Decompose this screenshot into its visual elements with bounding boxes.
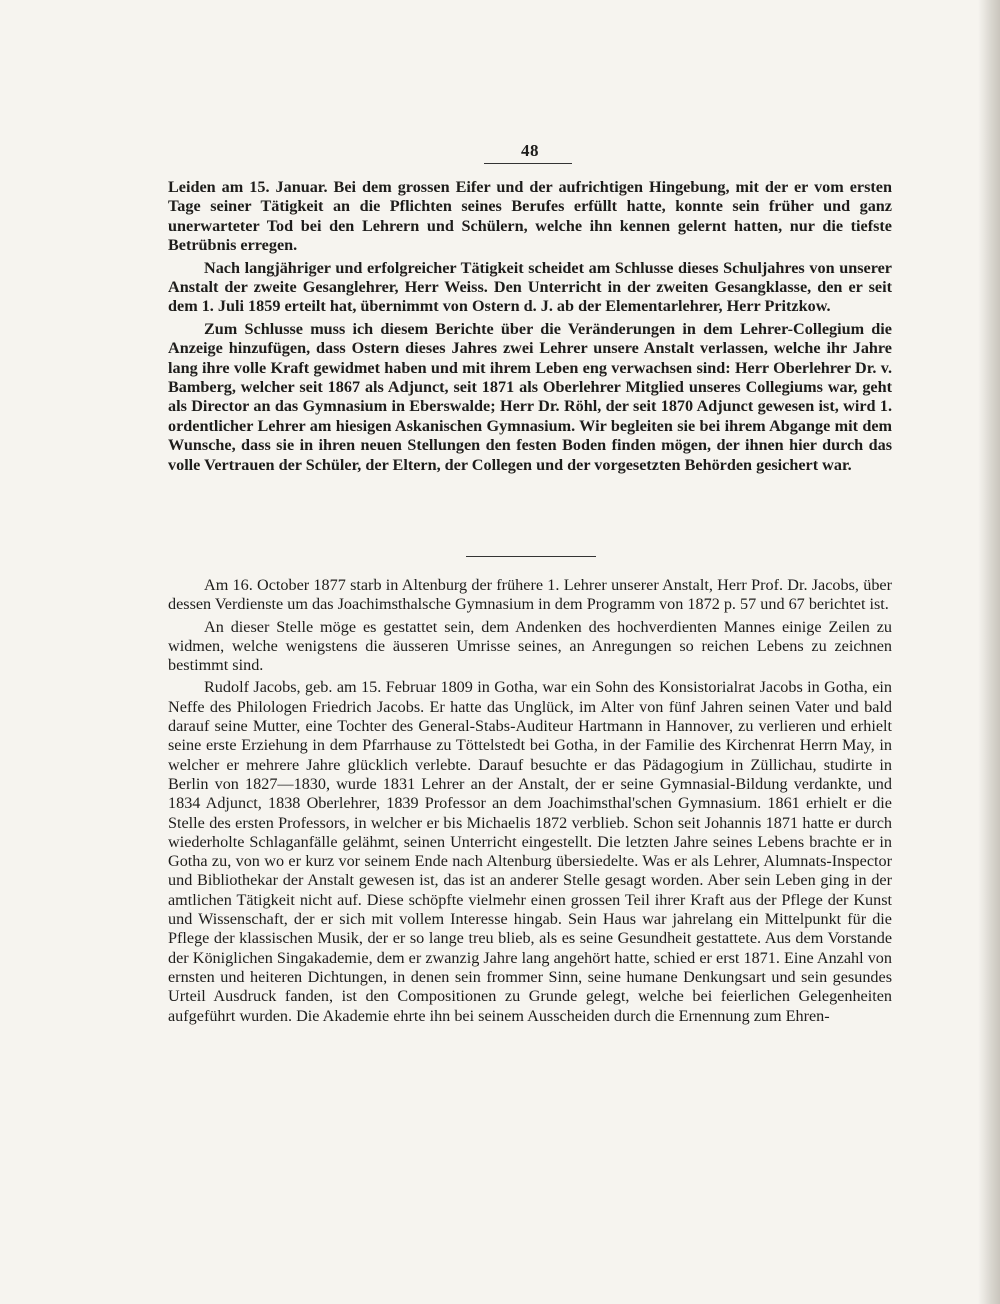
- paragraph: Nach langjähriger und erfolgreicher Tätigkeit scheidet am Schlusse dieses Schuljahres von unserer Anstalt der zweite Gesanglehrer, Herr Weiss. Den Unterricht in der zweiten Gesangklasse, den er seit dem 1. Juli 1859 erteilt hat, übernimmt von Ostern d. J. ab der Elementarlehrer, Herr Pritzkow.: [168, 258, 892, 316]
- paragraph: Zum Schlusse muss ich diesem Berichte über die Veränderungen in dem Lehrer-Collegium die Anzeige hinzufügen, dass Ostern dieses Jahres zwei Lehrer unsere Anstalt verlassen, welche ihr Jahre lang ihre volle Kraft gewidmet haben und mit ihrem Leben eng verwachsen sind: Herr Oberlehrer Dr. v. Bamberg, welcher seit 1867 als Adjunct, seit 1871 als Oberlehrer Mitglied unseres Collegiums war, geht als Director an das Gymnasium in Eberswalde; Herr Dr. Röhl, der seit 1870 Adjunct gewesen ist, wird 1. ordentlicher Lehrer am hiesigen Askanischen Gymnasium. Wir begleiten sie bei ihrem Abgange mit dem Wunsche, dass sie in ihren neuen Stellungen den festen Boden finden mögen, der ihnen hier durch das volle Vertrauen der Schüler, der Eltern, der Collegen und der vorgesetzten Behörden gesichert war.: [168, 319, 892, 474]
- paragraph: An dieser Stelle möge es gestattet sein, dem Andenken des hochverdienten Mannes einige Zeilen zu widmen, welche wenigstens die äusseren Umrisse seines, an Anregungen so reichen Lebens zu zeichnen bestimmt sind.: [168, 617, 892, 675]
- section-divider: [466, 556, 596, 557]
- paragraph: Am 16. October 1877 starb in Altenburg der frühere 1. Lehrer unserer Anstalt, Herr Prof. Dr. Jacobs, über dessen Verdienste um das Joachimsthalsche Gymnasium in dem Programm von 1872 p. 57 und 67 berichtet ist.: [168, 576, 892, 614]
- section-staff-changes: [168, 178, 892, 478]
- paragraph: Rudolf Jacobs, geb. am 15. Februar 1809 in Gotha, war ein Sohn des Konsistorialrat Jacobs in Gotha, ein Neffe des Philologen Friedrich Jacobs. Er hatte das Unglück, im Alter von fünf Jahren seinen Vater und bald darauf seine Mutter, eine Tochter des General-Stabs-Auditeur Hartmann in Hannover, zu verlieren und erhielt seine erste Erziehung in dem Pfarrhause zu Töttelstedt bei Gotha, in der Familie des Kirchenrat Herrn May, in welcher er mehrere Jahre glücklich verlebte. Darauf besuchte er das Pädagogium in Züllichau, studirte in Berlin von 1827—1830, wurde 1831 Lehrer an der Anstalt, der er seine Gymnasial-Bildung verdankte, und 1834 Adjunct, 1838 Oberlehrer, 1839 Professor an dem Joachimsthal'schen Gymnasium. 1861 erhielt er die Stelle des ersten Professors, in welcher er bis Michaelis 1872 verblieb. Schon seit Johannis 1871 hatte er durch wiederholte Schlaganfälle gelähmt, seinen Unterricht eingestellt. Die letzten Jahre seines Lebens brachte er in Gotha zu, von wo er kurz vor seinem Ende nach Altenburg übersiedelte. Was er als Lehrer, Alumnats-Inspector und Bibliothekar der Anstalt gewesen ist, das ist an anderer Stelle gesagt worden. Aber sein Leben ging in der amtlichen Tätigkeit nicht auf. Diese schöpfte vielmehr einen grossen Teil ihrer Kraft aus der Pflege der Kunst und Wissenschaft, der er sich mit vollem Interesse hingab. Sein Haus war jahrelang ein Mittelpunkt für die Pflege der klassischen Musik, der er so lange treu blieb, als es seine Gesundheit gestattete. Aus dem Vorstande der Königlichen Singakademie, dem er zwanzig Jahre lang angehört hatte, schied er erst 1871. Eine Anzahl von ernsten und heiteren Dichtungen, in denen sein frommer Sinn, seine humane Denkungsart und sein gesundes Urteil Ausdruck fanden, ist den Compositionen zu Grunde gelegt, welche bei feierlichen Gelegenheiten aufgeführt wurden. Die Akademie ehrte ihn bei seinem Ausscheiden durch die Ernennung zum Ehren-: [168, 678, 892, 1025]
- section-obituary-jacobs: [168, 576, 892, 1029]
- page-edge-shadow: [978, 0, 1000, 1304]
- page-number: 48: [521, 141, 539, 160]
- paragraph: Leiden am 15. Januar. Bei dem grossen Eifer und der aufrichtigen Hingebung, mit der er vom ersten Tage seiner Tätigkeit an die Pflichten seines Berufes erfüllt hatte, konnte sein früher und ganz unerwarteter Tod bei den Lehrern und Schülern, welche ihn kennen gelernt hatten, nur die tiefste Betrübnis erregen.: [168, 178, 892, 255]
- page-number-rule: [484, 163, 572, 164]
